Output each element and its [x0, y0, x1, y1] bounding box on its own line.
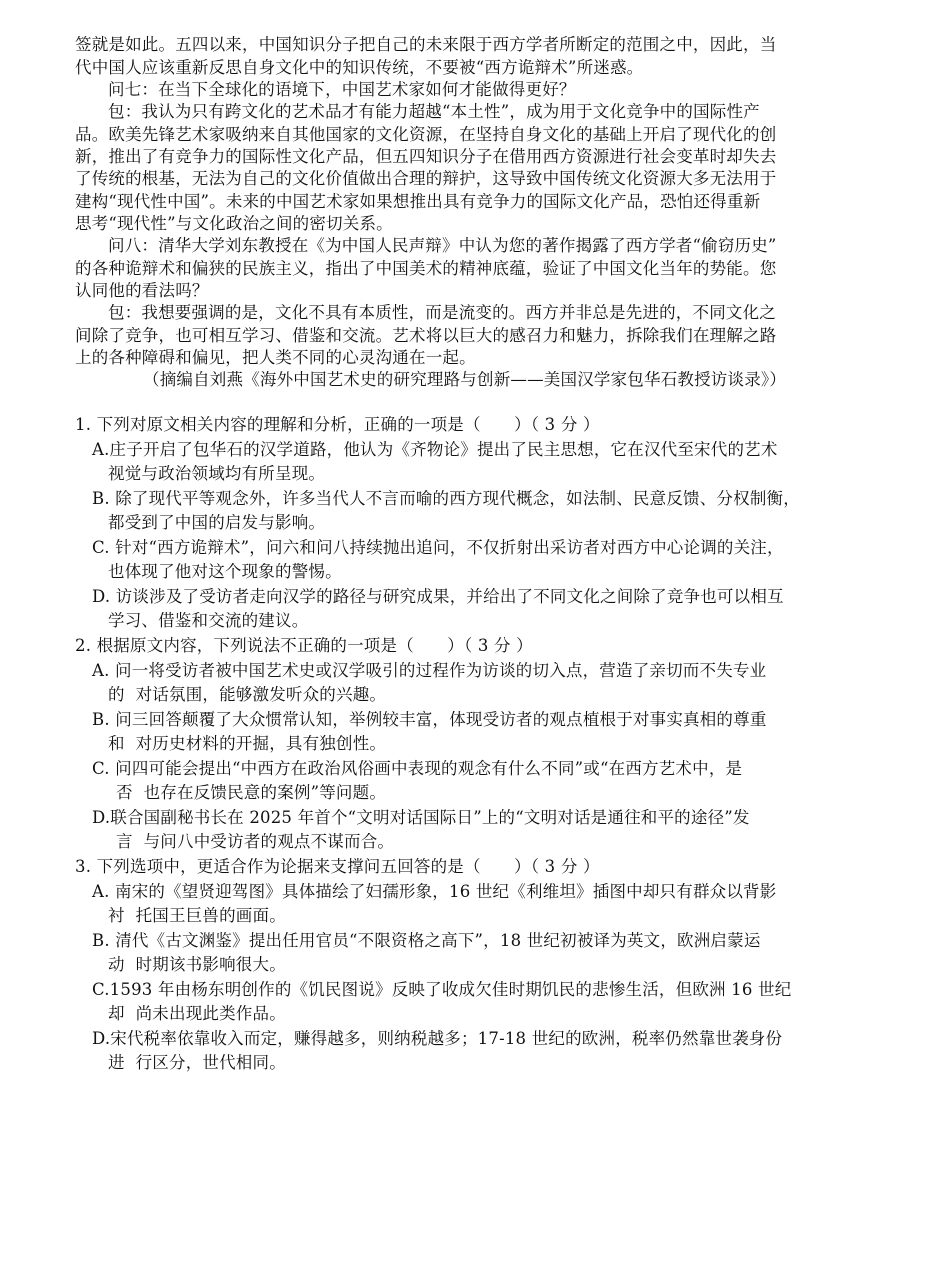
question-3-option-d-cont: 进 行区分，世代相同。 [108, 1053, 286, 1072]
article-line: 的各种诡辩术和偏狭的民族主义，指出了中国美术的精神底蕴，验证了中国文化当年的势能。您 [75, 259, 777, 278]
article-line: 新，推出了有竞争力的国际性文化产品，但五四知识分子在借用西方资源进行社会变革时却失去 [75, 147, 777, 166]
question-2-stem: 2. 根据原文内容，下列说法不正确的一项是（ ）（ 3 分 ） [75, 636, 533, 655]
question-2-option-c-cont: 否 也存在反馈民意的案例”等问题。 [116, 783, 387, 802]
question-3-stem: 3. 下列选项中，更适合作为论据来支撑问五回答的是（ ）（ 3 分 ） [75, 857, 600, 876]
question-2-option-d-cont: 言 与问八中受访者的观点不谋而合。 [116, 832, 395, 851]
question-2-option-b: B. 问三回答颠覆了大众惯常认知，举例较丰富，体现受访者的观点植根于对事实真相的尊重 [92, 710, 767, 729]
question-1-option-d: D. 访谈涉及了受访者走向汉学的路径与研究成果，并给出了不同文化之间除了竞争也可以相互 [92, 587, 784, 606]
article-line: 上的各种障碍和偏见，把人类不同的心灵沟通在一起。 [75, 348, 476, 367]
question-3-option-c: C.1593 年由杨东明创作的《饥民图说》反映了收成欠佳时期饥民的悲惨生活，但欧洲 16 世纪 [92, 980, 792, 999]
article-line: 代中国人应该重新反思自身文化中的知识传统，不要被“西方诡辩术”所迷惑。 [75, 58, 644, 77]
article-line: 包：我想要强调的是，文化不具有本质性，而是流变的。西方并非总是先进的，不同文化之 [108, 303, 776, 322]
question-3-option-d: D.宋代税率依靠收入而定，赚得越多，则纳税越多；17-18 世纪的欧洲，税率仍然靠世袭身份 [92, 1029, 783, 1048]
question-2-option-a: A. 问一将受访者被中国艺术史或汉学吸引的过程作为访谈的切入点，营造了亲切而不失专业 [92, 661, 767, 680]
question-2-option-c: C. 问四可能会提出“中西方在政治风俗画中表现的观念有什么不同”或“在西方艺术中，是 [92, 759, 743, 778]
article-line: 签就是如此。五四以来，中国知识分子把自己的未来限于西方学者所断定的范围之中，因此，当 [75, 35, 777, 54]
question-3-option-b-cont: 动 时期该书影响很大。 [108, 955, 286, 974]
question-1-option-b-cont: 都受到了中国的启发与影响。 [108, 513, 326, 532]
question-1-stem: 1. 下列对原文相关内容的理解和分析，正确的一项是（ ）（ 3 分 ） [75, 415, 600, 434]
question-3-option-c-cont: 却 尚未出现此类作品。 [108, 1004, 286, 1023]
article-line: 包：我认为只有跨文化的艺术品才有能力超越“本土性”，成为用于文化竞争中的国际性产 [108, 102, 760, 121]
question-1-option-d-cont: 学习、借鉴和交流的建议。 [108, 611, 309, 630]
question-1-option-c: C. 针对“西方诡辩术”，问六和问八持续抛出追问，不仅折射出采访者对西方中心论调的关注， [92, 538, 784, 557]
question-2-option-d: D.联合国副秘书长在 2025 年首个“文明对话国际日”上的“文明对话是通往和平的途径”发 [92, 808, 750, 827]
question-3-option-a: A. 南宋的《望贤迎驾图》具体描绘了妇孺形象，16 世纪《利维坦》插图中却只有群众以背影 [92, 882, 777, 901]
question-2-option-a-cont: 的 对话氛围，能够激发听众的兴趣。 [108, 685, 387, 704]
question-1-option-a-cont: 视觉与政治领域均有所呈现。 [108, 464, 326, 483]
article-line: 思考“现代性”与文化政治之间的密切关系。 [75, 214, 393, 233]
question-3-option-b: B. 清代《古文渊鉴》提出任用官员“不限资格之高下”，18 世纪初被译为英文，欧洲启蒙运 [92, 931, 761, 950]
article-line: 建构“现代性中国”。未来的中国艺术家如果想推出具有竞争力的国际文化产品，恐怕还得重新 [75, 192, 761, 211]
question-2-option-b-cont: 和 对历史材料的开掘，具有独创性。 [108, 734, 387, 753]
article-line: 品。欧美先锋艺术家吸纳来自其他国家的文化资源，在坚持自身文化的基础上开启了现代化的创 [75, 125, 777, 144]
question-1-option-c-cont: 也体现了他对这个现象的警惕。 [108, 562, 342, 581]
article-line: 问七：在当下全球化的语境下，中国艺术家如何才能做得更好？ [108, 80, 576, 99]
source-citation: （摘编自刘燕《海外中国艺术史的研究理路与创新——美国汉学家包华石教授访谈录》） [143, 370, 787, 389]
question-3-option-a-cont: 衬 托国王巨兽的画面。 [108, 906, 286, 925]
article-line: 问八：清华大学刘东教授在《为中国人民声辩》中认为您的著作揭露了西方学者“偷窃历史” [108, 236, 777, 255]
question-1-option-a: A.庄子开启了包华石的汉学道路，他认为《齐物论》提出了民主思想，它在汉代至宋代的艺术 [92, 440, 778, 459]
question-1-option-b: B. 除了现代平等观念外，许多当代人不言而喻的西方现代概念，如法制、民意反馈、分权制衡， [92, 489, 800, 508]
article-line: 认同他的看法吗？ [75, 281, 209, 300]
article-line: 了传统的根基，无法为自己的文化价值做出合理的辩护，这导致中国传统文化资源大多无法用于 [75, 169, 777, 188]
article-line: 间除了竞争，也可相互学习、借鉴和交流。艺术将以巨大的感召力和魅力，拆除我们在理解之路 [75, 326, 777, 345]
